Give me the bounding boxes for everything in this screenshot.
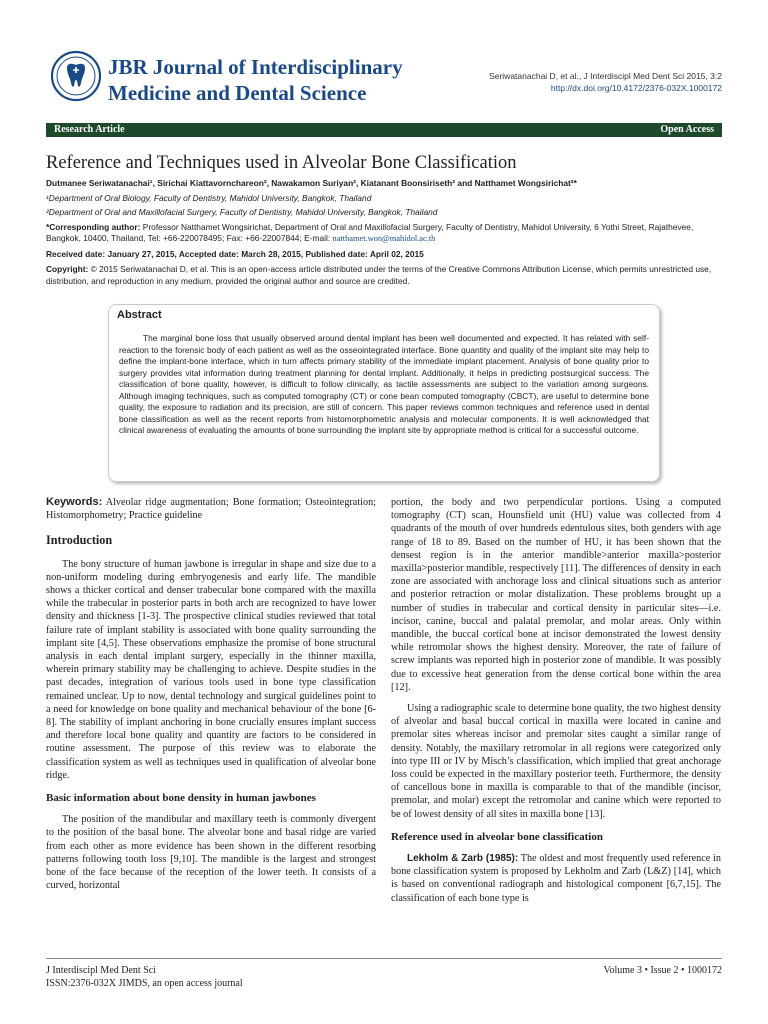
abstract-text: The marginal bone loss that usually observed around dental implant has been well documented and expected. It has related with self-reaction to the forensic body of each patient as well as the osseointegrated interface. Bone quantity and quality of the implant site may help to define the implant-bone interface, which in turn affects primary stability of the immediate implant placement. Analysis of bone quality prior to surgery provides vital information during treatment planning for dental implant. Additionally, it helps in predicting postsurgical success. The classification of bone quality, however, is difficult to follow clinically, as tactile assessments are subject to the variation among surgeons. Although imaging techniques, such as computed tomography (CT) or cone bean computed tomography (CBCT), are useful to determine bone quality, the exposure to radiation and its precision, are still of concern. This paper reviews common techniques and reference used in dental bone classification as well as the recent reports from histomorphometric analysis and molecular components. It is well acknowledged that clinical awareness of evaluating the amounts of bone surrounding the implant site by appropriate method is critical for a successful outcome. bbox=[119, 333, 649, 435]
keywords bbox=[46, 496, 376, 522]
bone-density-paragraph: The position of the mandibular and maxillary teeth is commonly divergent to the position of the basal bone. The alveolar bone and basal ridge are varied from each other as more evidence has been shown in the different resorbing patterns following tooth loss [9,10]. The mandible is the largest and strongest bone of the face because of the reception of the lower teeth. It consists of a curved, horizontal bbox=[46, 814, 376, 892]
abstract-box bbox=[108, 304, 660, 482]
affiliation-1: ¹Department of Oral Biology, Faculty of Dentistry, Mahidol University, Bangkok, Thailand bbox=[46, 192, 372, 203]
keywords-label: Keywords: bbox=[46, 496, 103, 508]
citation-block bbox=[489, 70, 722, 94]
copyright-label: Copyright: bbox=[46, 264, 89, 274]
reference-heading: Reference used in alveolar bone classification bbox=[391, 830, 603, 843]
affiliation-2: ²Department of Oral and Maxillofacial Surgery, Faculty of Dentistry, Mahidol University, Bangkok, Thailand bbox=[46, 207, 438, 217]
copyright bbox=[46, 264, 722, 287]
left-column bbox=[46, 496, 376, 900]
introduction-heading: Introduction bbox=[46, 533, 113, 548]
email-link[interactable]: natthamet.won@mahidol.ac.th bbox=[332, 234, 436, 243]
article-title: Reference and Techniques used in Alveolar Bone Classification bbox=[46, 153, 517, 173]
tooth-logo-icon bbox=[50, 50, 102, 102]
right-paragraph-1: portion, the body and two perpendicular portions. Using a computed tomography (CT) scan, Hounsfield unit (HU) value was collected from 4 quadrants of the mouth of over hundreds edentulous sites, both genders with age range of 18 to 89. Based on the number of HU, it has been shown that the densest region is in the anterior mandible>anterior maxilla>posterior maxilla>posterior mandible, respectively [11]. The differences of density in each zone are associated with anchorage loss and clinical situations such as anterior and posterior retraction or molar distalization. These problems brought up a number of studies in trabecular and cortical density in particular sites—i.e. incisor, canine, buccal and palatal premolar, and molar areas. Only within mandible, the buccal cortical bone at incisor demonstrated the lowest density while retromolar shows the highest density. Moreover, the rate of failure of screw implants was reported high in posterior zone of mandible. It was possibly due to excessive heat generation from the dense cortical bone within the area [12]. bbox=[391, 497, 721, 693]
footer-left bbox=[46, 964, 243, 990]
right-paragraph-2: Using a radiographic scale to determine bone quality, the two highest density of alveolar and basal buccal cortical in maxilla were located in canine and premolar sites whereas incisor and premolar sites caught a similar range of density. Notably, the maxillary retromolar in all regions were categorized only into type III or IV by Misch’s classification, which implied that great anchorage loss could be expected in the maxillary posterior teeth. Furthermore, the density of cancellous bone in maxilla is comparable to that of the mandible (incisor, premolar, and molar) except the retromolar and canine which were reported to be of lowest density of all sites in maxilla bone [13]. bbox=[391, 703, 721, 820]
corresponding-author bbox=[46, 222, 722, 245]
introduction-paragraph: The bony structure of human jawbone is irregular in shape and size due to a non-uniform modeling during embryogenesis and early life. The mandible shows a thicker cortical and denser trabecular bone compared with the maxilla while the trabecular in posterior parts in both arch are recognized to have lower density and thickness [1-3]. The prospective clinical studies reviewed that total failure rate of implant stability is associated with bone quality surrounding the implant site [4,5]. These observations emphasize the promise of bone structural analysis in each dental implant surgery, especially in the thinner maxilla, wherein primary stability may be challenging to achieve. Despite studies in the past decades, integration of various tools used in bone type classification remained unclear. Up to now, dental technology and surgical guidelines point to a need for knowledge on bone quality and mechanical behaviour of the bone [6-8]. The stability of implant anchoring in bone crucially ensures implant success and therefore local bone quality and quantity are factors to be considered in routine assessment. The purpose of this review was to elaborate the classification system as well as techniques used in qualification of alveolar bone ridge. bbox=[46, 558, 376, 781]
article-type-label: Research Article bbox=[54, 124, 125, 135]
keywords-text: Alveolar ridge augmentation; Bone formation; Osteointegration; Histomorphometry; Practice guideline bbox=[46, 497, 377, 522]
lekholm-zarb-paragraph bbox=[391, 852, 721, 905]
citation-text: Seriwatanachai D, et al., J Interdiscipl Med Dent Sci 2015, 3:2 bbox=[489, 71, 722, 81]
bone-density-heading: Basic information about bone density in human jawbones bbox=[46, 792, 316, 805]
footer-divider bbox=[46, 958, 722, 959]
article-type-bar bbox=[46, 123, 722, 137]
abstract-heading: Abstract bbox=[117, 309, 162, 321]
right-column bbox=[391, 496, 721, 913]
copyright-text: © 2015 Seriwatanachai D, et al. This is an open-access article distributed under the terms of the Creative Commons Attribution License, which permits unrestricted use, distribution, and reproduction in any medium, provided the original author and source are credited. bbox=[46, 264, 712, 286]
open-access-label: Open Access bbox=[660, 124, 714, 135]
lekholm-zarb-label: Lekholm & Zarb (1985): bbox=[407, 853, 519, 865]
doi-link[interactable]: http://dx.doi.org/10.4172/2376-032X.1000172 bbox=[550, 83, 722, 93]
article-dates: Received date: January 27, 2015, Accepted date: March 28, 2015, Published date: April 02, 2015 bbox=[46, 248, 424, 259]
author-list: Dutmanee Seriwatanachai¹, Sirichai Kiattavornchareon², Nawakamon Suriyan², Kiatanant Boonsiriseth² and Natthamet Wongsirichat²* bbox=[46, 178, 577, 188]
lekholm-zarb-text: The oldest and most frequently used reference in bone classification system is proposed by Lekholm and Zarb (L&Z) [14], which is based on conventional radiograph and histological component [6,7,15]. The classification of each bone type is bbox=[391, 853, 721, 904]
front-matter bbox=[46, 178, 722, 291]
footer-issn: ISSN:2376-032X JIMDS, an open access journal bbox=[46, 978, 243, 989]
footer-volume: Volume 3 • Issue 2 • 1000172 bbox=[603, 965, 722, 976]
corresponding-label: *Corresponding author: bbox=[46, 221, 141, 232]
journal-title: JBR Journal of Interdisciplinary Medicine and Dental Science bbox=[108, 55, 403, 105]
footer-journal: J Interdiscipl Med Dent Sci bbox=[46, 965, 156, 976]
corresponding-text: Professor Natthamet Wongsirichat, Department of Oral and Maxillofacial Surgery, Faculty of Dentistry, Mahidol University, 6 Yothi Street, Rajathevee, Bangkok, 10400, Thailand, Tel: +66-220078495; Fax: +66-22007844; E-mail: bbox=[46, 221, 694, 243]
